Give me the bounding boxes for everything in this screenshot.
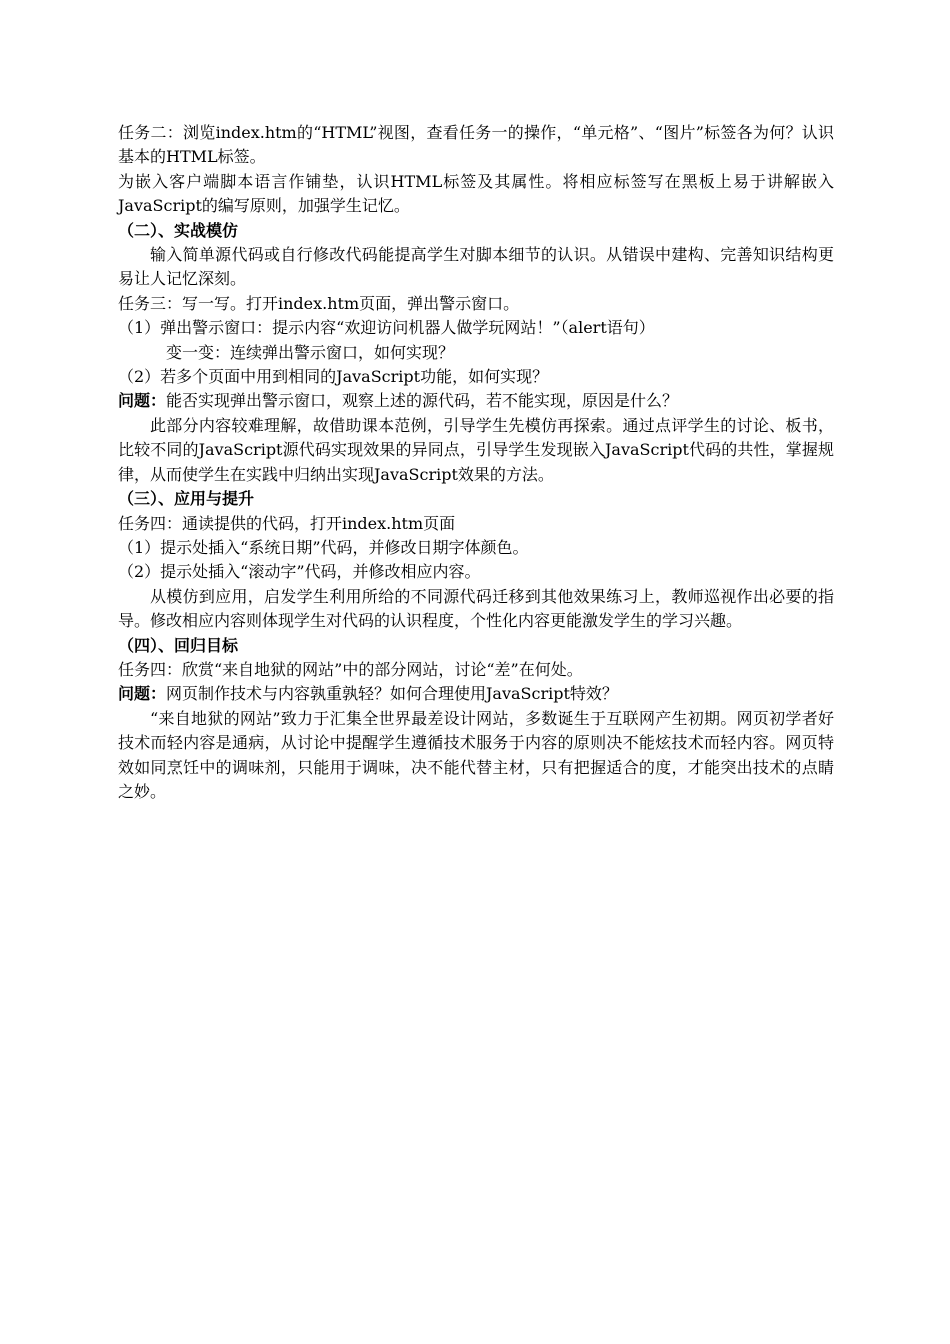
task5-line: 任务四：欣赏“来自地狱的网站”中的部分网站，讨论“差”在何处。 — [118, 659, 583, 679]
section-heading-4: （四）、回归目标 — [118, 635, 239, 655]
paragraph-3: 此部分内容较难理解，故借助课本范例，引导学生先模仿再探索。通过点评学生的讨论、板书，比较不同的JavaScript源代码实现效果的异同点，引导学生发现嵌入JavaScript代码的共性，掌握规律，从而使学生在实践中归纳出实现JavaScript效果的方法。 — [118, 415, 834, 484]
task4-item-2: （2）提示处插入“滚动字”代码，并修改相应内容。 — [118, 562, 481, 582]
task2-note: 为嵌入客户端脚本语言作铺垫，认识HTML标签及其属性。将相应标签写在黑板上易于讲解嵌入JavaScript的编写原则，加强学生记忆。 — [118, 171, 834, 216]
question-1-text: 能否实现弹出警示窗口，观察上述的源代码，若不能实现，原因是什么？ — [166, 391, 679, 411]
question-1 — [118, 389, 834, 413]
question-2 — [118, 682, 834, 706]
task4-item-1: （1）提示处插入“系统日期”代码，并修改日期字体颜色。 — [118, 537, 529, 557]
section-heading-2: （二）、实战模仿 — [118, 220, 239, 240]
question-2-label: 问题： — [118, 684, 167, 704]
question-1-label: 问题： — [118, 391, 167, 411]
task3-line: 任务三：写一写。打开index.htm页面，弹出警示窗口。 — [118, 293, 520, 313]
question-2-text: 网页制作技术与内容孰重孰轻？如何合理使用JavaScript特效？ — [166, 684, 618, 704]
paragraph-2: 输入简单源代码或自行修改代码能提高学生对脚本细节的认识。从错误中建构、完善知识结构更易让人记忆深刻。 — [118, 245, 834, 289]
task3-variation: 变一变：连续弹出警示窗口，如何实现？ — [166, 342, 455, 362]
task4-line: 任务四：通读提供的代码，打开index.htm页面 — [118, 513, 456, 533]
task2-line: 任务二：浏览index.htm的“HTML”视图，查看任务一的操作，“单元格”、“图片”标签各为何？认识基本的HTML标签。 — [118, 123, 834, 167]
task3-item-1: （1）弹出警示窗口：提示内容“欢迎访问机器人做学玩网站！”（alert语句） — [118, 318, 655, 338]
paragraph-4: 从模仿到应用，启发学生利用所给的不同源代码迁移到其他效果练习上，教师巡视作出必要的指导。修改相应内容则体现学生对代码的认识程度，个性化内容更能激发学生的学习兴趣。 — [118, 586, 834, 631]
document-body — [118, 121, 834, 804]
section-heading-3: （三）、应用与提升 — [118, 489, 255, 509]
task3-item-2: （2）若多个页面中用到相同的JavaScript功能，如何实现？ — [118, 367, 549, 387]
paragraph-5: “来自地狱的网站”致力于汇集全世界最差设计网站，多数诞生于互联网产生初期。网页初学者好技术而轻内容是通病，从讨论中提醒学生遵循技术服务于内容的原则决不能炫技术而轻内容。网页特效如同烹饪中的调味剂，只能用于调味，决不能代替主材，只有把握适合的度，才能突出技术的点睛之妙。 — [118, 708, 834, 801]
